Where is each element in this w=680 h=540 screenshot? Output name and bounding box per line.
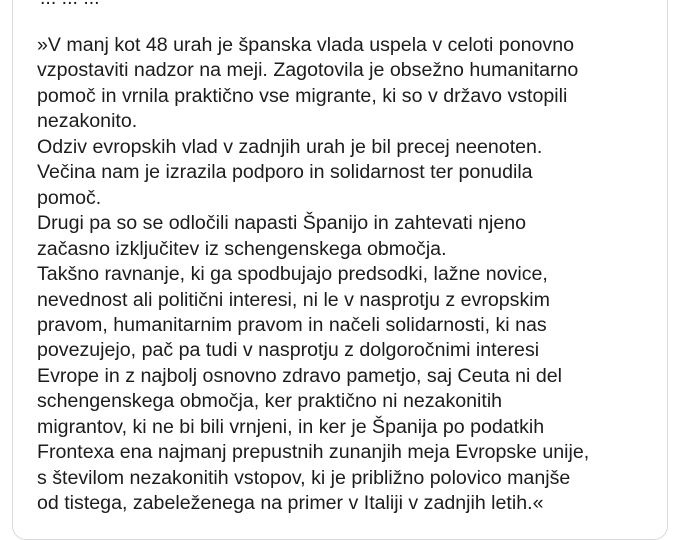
post-text-line: Drugi pa so se odločili napasti Španijo in zahtevati njeno bbox=[37, 212, 527, 235]
post-text-line: od tistega, zabeleženega na primer v Italiji v zadnjih letih.« bbox=[37, 492, 544, 515]
post-text-line: migrantov, ki ne bi bili vrnjeni, in ker je Španija po podatkih bbox=[37, 415, 545, 438]
post-text-line: pomoč. bbox=[37, 186, 102, 209]
post-text-line: s številom nezakonitih vstopov, ki je približno polovico manjše bbox=[37, 466, 571, 489]
post-text-line: pomoč in vrnila praktično vse migrante, ki so v državo vstopili bbox=[37, 84, 568, 107]
post-text-line: nezakonito. bbox=[37, 110, 138, 133]
truncated-top-text bbox=[40, 0, 100, 12]
post-text-line: Odziv evropskih vlad v zadnjih urah je bil precej neenoten. bbox=[37, 135, 543, 158]
post-text-line: začasno izključitev iz schengenskega območja. bbox=[37, 237, 447, 260]
post-text-line: Takšno ravnanje, ki ga spodbujajo predsodki, lažne novice, bbox=[37, 263, 548, 286]
post-text-line: schengenskega območja, ker praktično ni nezakonitih bbox=[37, 390, 503, 413]
post-text-line: »V manj kot 48 urah je španska vlada uspela v celoti ponovno bbox=[37, 34, 574, 56]
post-text-line: povezujejo, pač pa tudi v nasprotju z dolgoročnimi interesi bbox=[37, 339, 540, 362]
post-text-line: Evrope in z najbolj osnovno zdravo pametjo, saj Ceuta ni del bbox=[37, 364, 562, 387]
post-text bbox=[37, 33, 657, 517]
post-text-line: nevednost ali politični interesi, ni le v nasprotju z evropskim bbox=[37, 288, 550, 311]
post-text-line: vzpostaviti nadzor na meji. Zagotovila je obsežno humanitarno bbox=[37, 59, 579, 82]
post-text-line: Večina nam je izrazila podporo in solidarnost ter ponudila bbox=[37, 161, 533, 184]
post-text-line: Frontexa ena najmanj prepustnih zunanjih meja Evropske unije, bbox=[37, 441, 590, 464]
post-text-line: pravom, humanitarnim pravom in načeli solidarnosti, ki nas bbox=[37, 313, 547, 336]
